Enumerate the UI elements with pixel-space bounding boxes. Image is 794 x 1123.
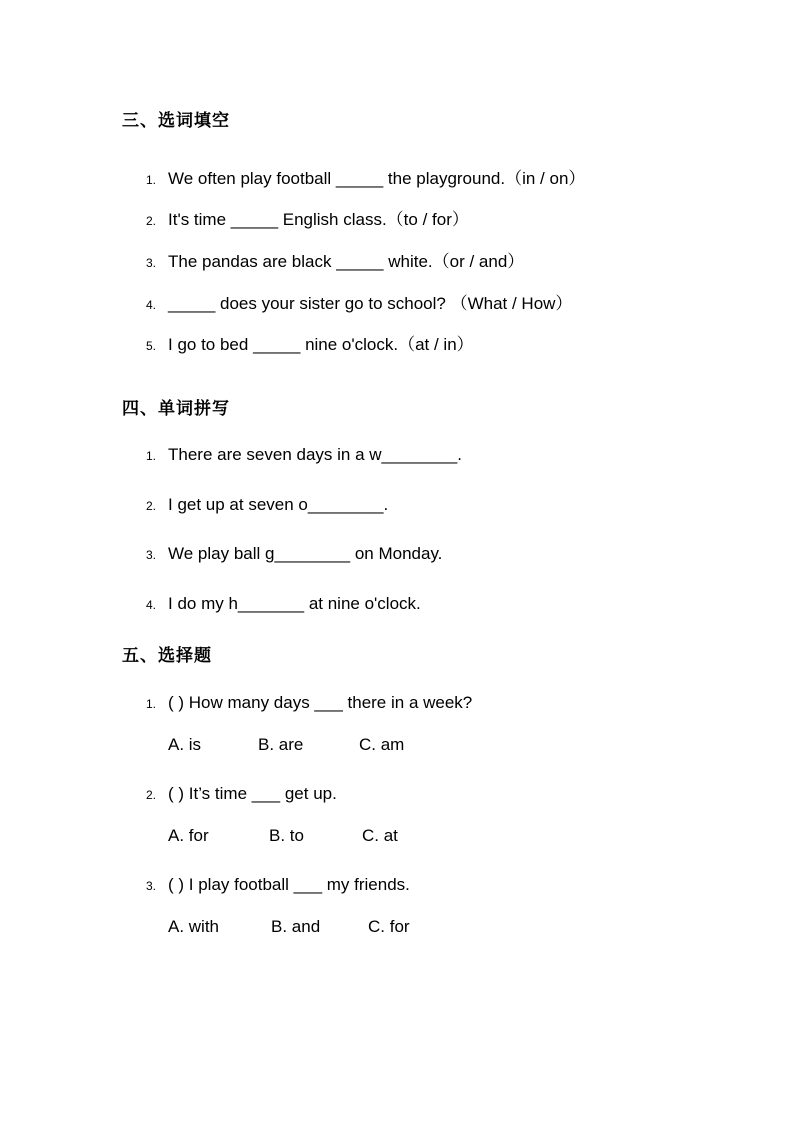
question-number: 2. [146, 499, 157, 513]
question-text: I do my h_______ at nine o'clock. [168, 594, 421, 613]
question-item [146, 168, 585, 191]
question-number: 5. [146, 339, 157, 353]
option-c: C. am [359, 735, 405, 754]
answer-options [168, 916, 410, 938]
question-text: ( ) How many days ___ there in a week? [168, 693, 473, 712]
question-number: 1. [146, 697, 157, 711]
question-item [146, 251, 524, 274]
question-text: _____ does your sister go to school? （What / How） [168, 294, 573, 313]
question-text: ( ) I play football ___ my friends. [168, 875, 410, 894]
question-text: We often play football _____ the playground.（in / on） [168, 169, 586, 188]
question-item [146, 692, 472, 715]
question-number: 3. [146, 879, 157, 893]
question-text: It's time _____ English class.（to / for） [168, 210, 469, 229]
question-text: There are seven days in a w________. [168, 445, 462, 464]
question-number: 4. [146, 598, 157, 612]
question-item [146, 494, 388, 517]
question-item [146, 543, 442, 566]
option-a: A. is [168, 735, 202, 754]
option-a: A. for [168, 826, 209, 845]
question-item [146, 593, 421, 616]
option-b: B. are [258, 735, 304, 754]
question-number: 2. [146, 214, 157, 228]
question-number: 1. [146, 449, 157, 463]
option-b: B. and [271, 917, 321, 936]
question-text: We play ball g________ on Monday. [168, 544, 443, 563]
question-item [146, 444, 462, 467]
section-title-word-spelling: 四、单词拼写 [122, 399, 230, 419]
answer-options [168, 825, 398, 847]
question-number: 3. [146, 548, 157, 562]
question-number: 4. [146, 298, 157, 312]
question-text: I go to bed _____ nine o'clock.（at / in） [168, 335, 474, 354]
answer-options [168, 734, 404, 756]
question-number: 1. [146, 173, 157, 187]
question-item [146, 209, 469, 232]
question-text: The pandas are black _____ white.（or / and） [168, 252, 525, 271]
question-item [146, 783, 337, 806]
question-item [146, 334, 474, 357]
question-item [146, 874, 410, 897]
section-title-fill-in-words: 三、选词填空 [122, 111, 230, 131]
option-a: A. with [168, 917, 220, 936]
question-item [146, 293, 572, 316]
section-title-multiple-choice: 五、选择题 [122, 646, 212, 666]
question-text: ( ) It’s time ___ get up. [168, 784, 337, 803]
option-b: B. to [269, 826, 304, 845]
question-number: 2. [146, 788, 157, 802]
option-c: C. at [362, 826, 398, 845]
option-c: C. for [368, 917, 410, 936]
question-number: 3. [146, 256, 157, 270]
question-text: I get up at seven o________. [168, 495, 389, 514]
